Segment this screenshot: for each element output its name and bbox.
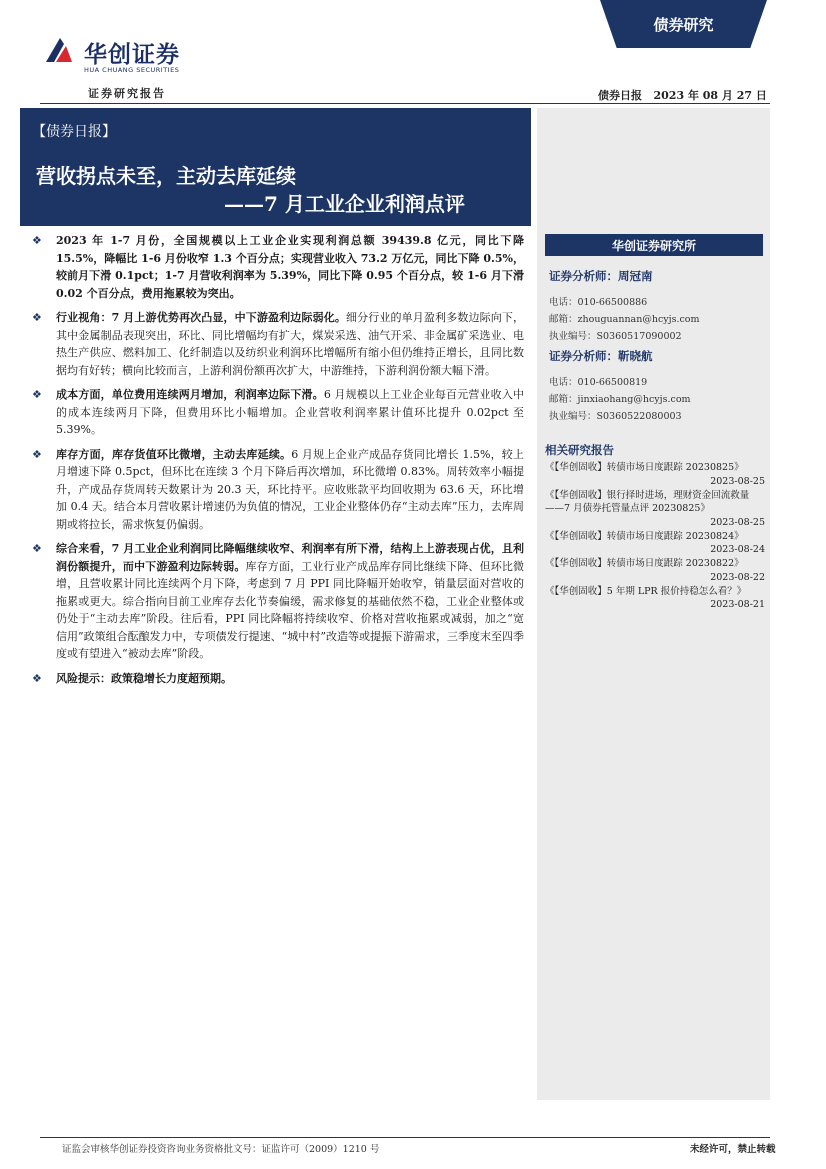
title-tag: 【债券日报】 [32, 124, 116, 140]
list-item[interactable] [545, 489, 765, 529]
list-item[interactable] [545, 530, 765, 557]
analyst-email[interactable]: 邮箱：jinxiaohang@hcyjs.com [549, 394, 691, 405]
summary-paragraph [30, 232, 524, 302]
summary-paragraph [30, 540, 524, 663]
related-reports-list [545, 461, 765, 612]
related-report-title[interactable]: 《【华创固收】银行择时进场，理财资金回流救量——7 月债券托管量点评 20230825》 [545, 489, 750, 514]
report-date: 2023 年 08 月 27 日 [653, 89, 767, 102]
paragraph-text: 6 月规模以上工业企业每百元营业收入中的成本连续两月下降，但费用环比小幅增加。企业营收利润率累计值环比提升 0.02pct 至 5.39%。 [56, 388, 525, 436]
related-report-date: 2023-08-25 [710, 475, 765, 487]
related-report-title[interactable]: 《【华创固收】转债市场日度跟踪 20230822》 [545, 558, 744, 569]
list-item[interactable] [545, 557, 765, 584]
risk-warning-paragraph [30, 670, 524, 688]
diamond-bullet-icon: ❖ [32, 234, 42, 247]
diamond-bullet-icon: ❖ [32, 542, 42, 555]
report-kind-date [598, 87, 767, 103]
paragraph-text: 6 月规上企业产成品存货同比增长 1.5%，较上月增速下降 0.5pct，但环比在连续 3 个月下降后再次增加，环比微增 0.83%。周转效率小幅提升，产成品存货周转天数累计为 20.3 天，环比持平。应收账款平均回收期为 63.6 天，环比增加 0.4 天。结合本月营收累计增速仍为负值的情况，工业企业整体仍存“主动去库”压力，去库周期或将拉长，需求恢复仍偏弱。 [56, 447, 525, 531]
logo-text: 华创证券 [84, 42, 180, 68]
analyst-phone: 电话：010-66500819 [549, 377, 648, 388]
list-item[interactable] [545, 585, 765, 612]
paragraph-text: 库存方面，工业行业产成品库存同比继续下降、但环比微增，且营收累计同比连续两个月下降，考虑到 7 月 PPI 同比降幅开始收窄，销量层面对营收的拖累或更大。综合指向目前工业库存去化节奏偏缓，需求修复的基础依然不稳，工业企业整体或仍处于“主动去库”阶段。往后看，PPI 同比降幅将持续收窄、价格对营收拖累或减弱，加之“宽信用”政策组合酝酿发力中，专项债发行提速、“城中村”改造等或提振下游需求，三季度末至四季度或有望进入“被动去库”阶段。 [56, 559, 525, 660]
page-subtitle: ——7 月工业企业利润点评 [224, 192, 465, 216]
paragraph-text: 细分行业的单月盈利多数边际向下，其中金属制品表现突出，环比、同比增幅均有扩大，煤炭采选、油气开采、非金属矿采选业、电热生产供应、燃料加工、化纤制造以及纺织业利润环比增幅所有缩小但仍维持正增长，且同比数据均有好转；横向比较而言，上游利润份额再次扩大，中游维持，下游利润份额大幅下滑。 [56, 311, 525, 377]
related-report-date: 2023-08-25 [710, 516, 765, 528]
summary-paragraph [30, 386, 524, 439]
footer-license-note: 证监会审核华创证券投资咨询业务资格批文号：证监许可（2009）1210 号 [62, 1144, 380, 1155]
page-title: 营收拐点未至，主动去库延续 [36, 164, 296, 188]
diamond-bullet-icon: ❖ [32, 447, 42, 461]
paragraph-lead: 综合来看，7 月工业企业利润同比降幅继续收窄、利润率有所下滑，结构上上游表现占优，且利润份额提升，而中下游盈利边际转弱。 [56, 542, 524, 573]
report-type-label: 证券研究报告 [88, 87, 166, 100]
list-item[interactable] [545, 461, 765, 488]
company-logo-icon [44, 34, 74, 64]
analyst-license: 执业编号：S0360522080003 [549, 411, 682, 422]
footer-divider [40, 1137, 770, 1138]
paragraph-lead: 库存方面，库存货值环比微增，主动去库延续。 [56, 447, 292, 461]
related-report-date: 2023-08-24 [710, 544, 765, 555]
related-report-date: 2023-08-22 [710, 571, 765, 583]
paragraph-text: 2023 年 1-7 月份，全国规模以上工业企业实现利润总额 39439.8 亿元，同比下降 15.5%，降幅比 1-6 月份收窄 1.3 个百分点；实现营业收入 73.2 万亿元，同比下降 0.5%，较前月下滑 0.1pct；1-7 月营收利润率为 5.39%，同比下降 0.95 个百分点，较 1-6 月下滑 0.02 个百分点，费用拖累较为突出。 [56, 234, 524, 300]
logo-english-text: HUA CHUANG SECURITIES [84, 66, 180, 74]
analyst-name: 证券分析师：靳晓航 [549, 349, 653, 363]
diamond-bullet-icon: ❖ [32, 311, 42, 324]
related-report-title[interactable]: 《【华创固收】5 年期 LPR 报价持稳怎么看？》 [545, 585, 747, 597]
related-report-title[interactable]: 《【华创固收】转债市场日度跟踪 20230825》 [545, 462, 744, 473]
summary-paragraph [30, 309, 524, 379]
related-report-date: 2023-08-21 [710, 599, 765, 610]
report-kind: 债券日报 [598, 89, 642, 102]
analyst-email[interactable]: 邮箱：zhouguannan@hcyjs.com [549, 314, 700, 325]
diamond-bullet-icon: ❖ [32, 388, 42, 401]
summary-paragraph [30, 446, 524, 534]
paragraph-text: 风险提示：政策稳增长力度超预期。 [56, 671, 232, 685]
footer-copyright-note: 未经许可，禁止转载 [690, 1144, 776, 1155]
related-reports-title: 相关研究报告 [545, 443, 614, 457]
paragraph-lead: 成本方面，单位费用连续两月增加，利润率边际下滑。 [56, 388, 324, 401]
header-tab-label: 债券研究 [653, 16, 714, 34]
diamond-bullet-icon: ❖ [32, 671, 42, 685]
paragraph-lead: 行业视角：7 月上游优势再次凸显，中下游盈利边际弱化。 [56, 311, 346, 324]
summary-section [30, 232, 524, 694]
research-institute-label: 华创证券研究所 [611, 239, 696, 253]
analyst-license: 执业编号：S0360517090002 [549, 331, 682, 342]
header-divider [40, 103, 770, 104]
related-report-title[interactable]: 《【华创固收】转债市场日度跟踪 20230824》 [545, 530, 744, 542]
analyst-phone: 电话：010-66500886 [549, 297, 648, 308]
analyst-name: 证券分析师：周冠南 [549, 269, 653, 283]
